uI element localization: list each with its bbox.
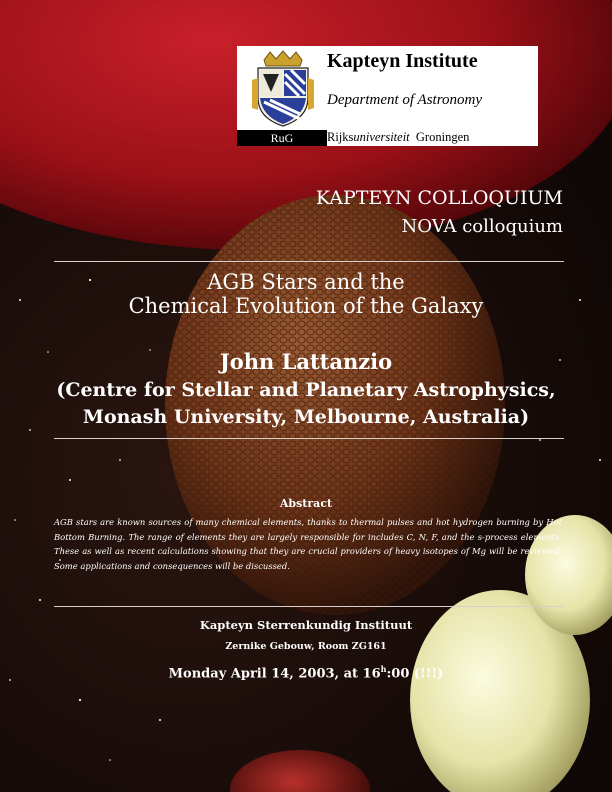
talk-title-line1: AGB Stars and the (207, 270, 405, 294)
abstract-text: AGB stars are known sources of many chemical elements, thanks to thermal pulses and hot hydrogen burning by Hot Bottom Burning. The range of elements they are largely responsible for includes C, N, F, and the s-process elements. These as well as recent calculations showing that they are crucial providers of heavy isotopes of Mg will be reviewed. Some applications and consequences will be discussed. (54, 517, 562, 571)
university-italic: universiteit (353, 130, 410, 144)
dark-red-planet (230, 750, 370, 792)
date-prefix: Monday April 14, 2003, at 16 (168, 666, 381, 682)
abstract-heading: Abstract (279, 497, 333, 510)
affiliation-line2: Monash University, Melbourne, Australia) (82, 406, 530, 428)
rug-label: RuG (237, 130, 327, 146)
department-name: Department of Astronomy (327, 92, 482, 108)
venue-institute: Kapteyn Sterrenkundig Instituut (199, 618, 413, 632)
divider-bottom (54, 606, 564, 607)
speaker-affiliation (0, 377, 612, 431)
series-heading: NOVA colloquium (401, 216, 563, 237)
talk-title-line2: Chemical Evolution of the Galaxy (128, 294, 484, 318)
hour-superscript: h (380, 664, 387, 674)
divider-middle (54, 438, 564, 439)
institute-logo[interactable] (237, 46, 538, 146)
university-prefix: Rijks (327, 130, 354, 144)
affiliation-line1: (Centre for Stellar and Planetary Astrophysics, (56, 379, 556, 401)
venue-room: Zernike Gebouw, Room ZG161 (225, 641, 387, 652)
divider-top (54, 261, 564, 262)
crest-icon (250, 50, 316, 128)
date-suffix: :00 (!!!) (386, 666, 444, 682)
university-city: Groningen (415, 130, 470, 144)
colloquium-heading: KAPTEYN COLLOQUIUM (315, 187, 563, 209)
university-name (327, 130, 469, 145)
talk-date-time (0, 664, 612, 681)
speaker-name: John Lattanzio (219, 349, 393, 374)
institute-name: Kapteyn Institute (327, 50, 478, 72)
